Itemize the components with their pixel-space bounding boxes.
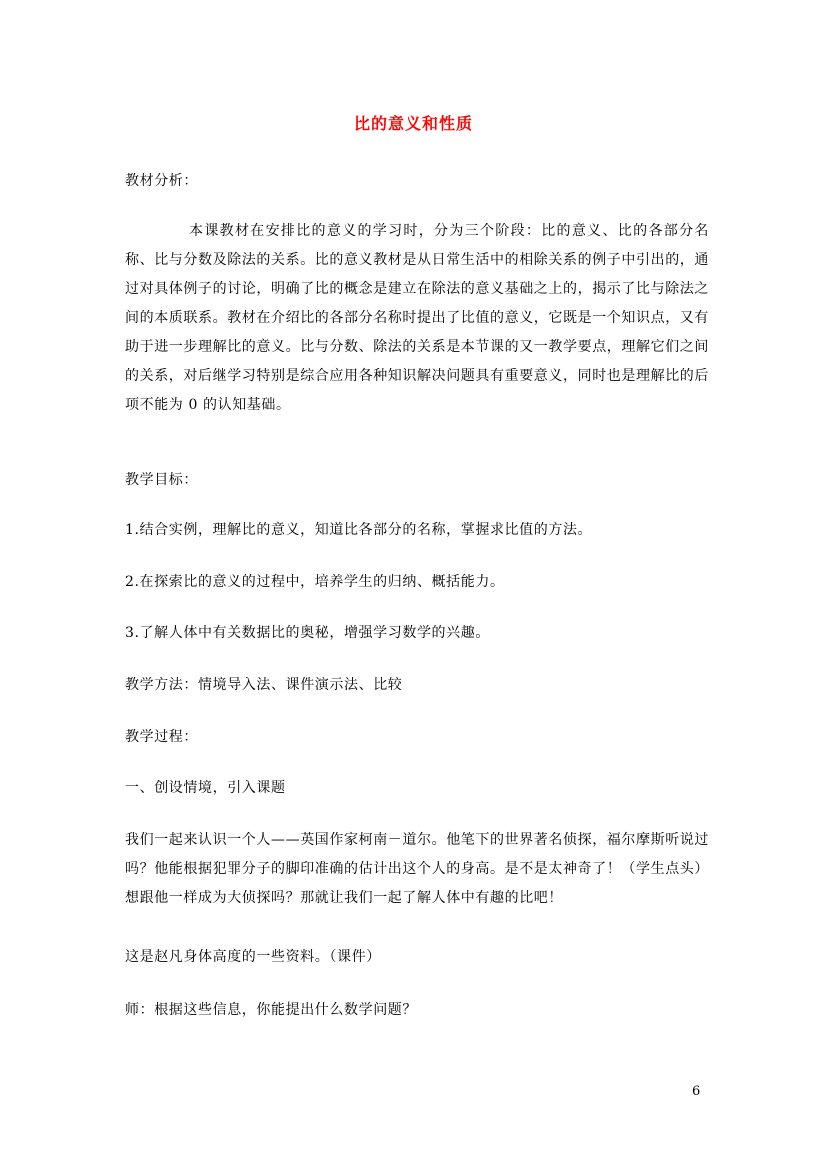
goal-item-3: 3.了解人体中有关数据比的奥秘，增强学习数学的兴趣。 — [125, 625, 490, 641]
document-title: 比的意义和性质 — [353, 114, 473, 133]
teacher-question-line: 师：根据这些信息，你能提出什么数学问题？ — [125, 1002, 417, 1018]
data-intro-line: 这是赵凡身体高度的一些资料。（课件） — [125, 949, 381, 965]
story-paragraph — [125, 826, 709, 913]
page-number: 6 — [692, 1084, 701, 1099]
section-heading-1: 一、创设情境，引入课题 — [125, 780, 286, 796]
analysis-text: 本课教材在安排比的意义的学习时，分为三个阶段：比的意义、比的各部分名称、比与分数及除法的关系。比的意义教材是从日常生活中的相除关系的例子中引出的，通过对具体例子的讨论，明确了比的概念是建立在除法的意义基础之上的，揭示了比与除法之间的本质联系。教材在介绍比的各部分名称时提出了比值的意义，它既是一个知识点，又有助于进一步理解比的意义。比与分数、除法的关系是本节课的又一教学要点，理解它们之间的关系，对后继学习特别是综合应用各种知识解决问题具有重要意义，同时也是理解比的后项不能为 0 的认知基础。 — [125, 223, 709, 413]
methods-line: 教学方法：情境导入法、课件演示法、比较 — [125, 677, 403, 693]
goals-heading: 教学目标： — [125, 472, 198, 488]
goal-item-1: 1.结合实例，理解比的意义，知道比各部分的名称，掌握求比值的方法。 — [125, 522, 593, 538]
goal-item-2: 2.在探索比的意义的过程中，培养学生的归纳、概括能力。 — [125, 574, 505, 590]
story-text: 我们一起来认识一个人——英国作家柯南－道尔。他笔下的世界著名侦探，福尔摩斯听说过吗？他能根据犯罪分子的脚印准确的估计出这个人的身高。是不是太神奇了！（学生点头）想跟他一样成为大侦探吗？那就让我们一起了解人体中有趣的比吧！ — [125, 832, 709, 906]
analysis-paragraph — [125, 217, 709, 420]
analysis-heading: 教材分析： — [125, 173, 198, 189]
process-heading: 教学过程： — [125, 729, 198, 745]
